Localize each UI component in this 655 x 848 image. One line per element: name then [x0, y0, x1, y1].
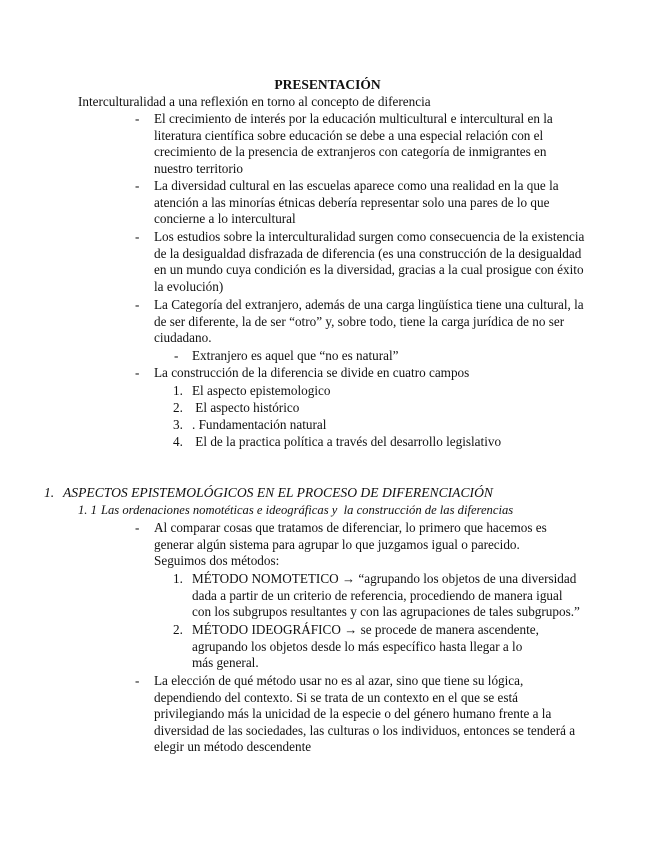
bullet-marker: -	[135, 297, 140, 312]
bullet-item: La elección de qué método usar no es al azar, sino que tiene su lógica, dependiendo del contexto. Si se trata de un contexto en el que se está privilegiando más la unicidad de la especie o del género humano frente a la diversidad de las sociedades, las culturas o los individuos, entonces se tenderá a elegir un método descendente	[154, 673, 576, 755]
bullet-item: Al comparar cosas que tratamos de diferenciar, lo primero que hacemos es generar algún sistema para agrupar lo que juzgamos igual o parecido. Seguimos dos métodos:	[154, 520, 547, 569]
campo-item: El aspecto histórico	[192, 400, 300, 415]
page-subtitle: Interculturalidad a una reflexión en torno al concepto de diferencia	[78, 94, 431, 109]
bullet-marker: -	[135, 520, 140, 535]
bullet-item: La diversidad cultural en las escuelas aparece como una realidad en la que la atención a las minorías étnicas debería representar solo una pares de lo que concierne a lo intercultural	[154, 178, 559, 227]
campo-number: 4.	[173, 434, 183, 449]
campo-item: . Fundamentación natural	[192, 417, 327, 432]
bullet-item: La construcción de la diferencia se divide en cuatro campos	[154, 365, 470, 380]
method-item: MÉTODO IDEOGRÁFICO → se procede de manera ascendente, agrupando los objetos desde lo más específico hasta llegar a lo más general.	[192, 622, 539, 671]
bullet-item: La Categoría del extranjero, además de una carga lingüística tiene una cultural, la de ser diferente, la de ser “otro” y, sobre todo, tiene la carga jurídica de no ser ciudadano.	[154, 297, 584, 346]
sub-bullet-marker: -	[174, 348, 179, 363]
campo-item: El aspecto epistemologico	[192, 383, 331, 398]
campo-item: El de la practica política a través del desarrollo legislativo	[192, 434, 502, 449]
bullet-item: El crecimiento de interés por la educación multicultural e intercultural en la literatura científica sobre educación se debe a una especial relación con el crecimiento de la presencia de extranjeros con categoría de inmigrantes en nuestro territorio	[154, 111, 553, 176]
method-number: 1.	[173, 571, 183, 586]
method-item: MÉTODO NOMOTETICO → “agrupando los objetos de una diversidad dada a partir de un criterio de referencia, procediendo de manera igual con los subgrupos resultantes y con las agrupaciones de tales subgrupos.”	[192, 571, 580, 620]
page-title: PRESENTACIÓN	[274, 77, 381, 92]
bullet-marker: -	[135, 111, 140, 126]
section-number: 1.	[44, 485, 55, 500]
sub-bullet-item: Extranjero es aquel que “no es natural”	[192, 348, 399, 363]
bullet-item: Los estudios sobre la interculturalidad surgen como consecuencia de la existencia de la desigualdad disfrazada de diferencia (es una construcción de la desigualdad en un mundo cuya condición es la diversidad, gracias a la cual prosigue con éxito la evolución)	[154, 229, 585, 294]
method-number: 2.	[173, 622, 183, 637]
bullet-marker: -	[135, 673, 140, 688]
subsection-number: 1. 1	[78, 503, 97, 517]
bullet-marker: -	[135, 229, 140, 244]
campo-number: 3.	[173, 417, 183, 432]
bullet-marker: -	[135, 178, 140, 193]
subsection-heading: Las ordenaciones nomotéticas e ideográficas y la construcción de las diferencias	[101, 503, 514, 517]
section-heading: ASPECTOS EPISTEMOLÓGICOS EN EL PROCESO DE DIFERENCIACIÓN	[63, 485, 493, 500]
bullet-marker: -	[135, 365, 140, 380]
campo-number: 2.	[173, 400, 183, 415]
campo-number: 1.	[173, 383, 183, 398]
